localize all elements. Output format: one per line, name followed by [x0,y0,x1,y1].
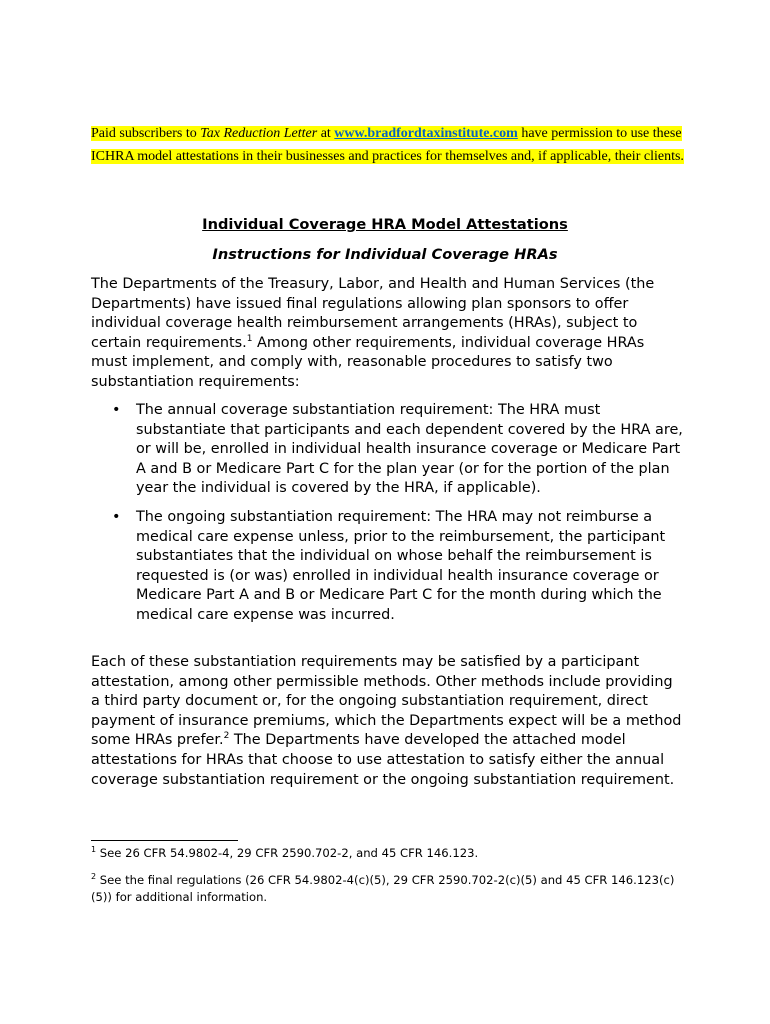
bullet-text: The ongoing substantiation requirement: The HRA may not reimburse a medical care expense unless, prior to the reimbursement, the participant substantiates that the individual on whose behalf the reimbursement is requested is (or was) enrolled in individual health insurance coverage or Medicare Part A and B or Medicare Part C for the month during which the medical care expense was incurred. [136,508,666,623]
publication-name: Tax Reduction Letter [200,126,318,141]
closing-text-before: Each of these substantiation requirements may be satisfied by a participant attestation, among other permissible methods. Other methods include providing a third party document or, for the ongoing substantiation requirement, direct payment of insurance premiums, which the Departments expect will be a method some HRAs prefer. [91,654,682,749]
website-link[interactable]: www.bradfordtaxinstitute.com [334,126,518,141]
footnote-1 [91,845,683,862]
list-item [91,401,691,499]
bullet-text: The annual coverage substantiation requirement: The HRA must substantiate that participants and each dependent covered by the HRA are, or will be, enrolled in individual health insurance coverage or Medicare Part A and B or Medicare Part C for the plan year (or for the portion of the plan year the individual is covered by the HRA, if applicable). [136,402,683,497]
footnote-divider [91,840,238,841]
footnote-number: 1 [91,845,97,855]
notice-text [91,126,684,164]
requirements-list [91,401,691,635]
footnote-text: See 26 CFR 54.9802-4, 29 CFR 2590.702-2, and 45 CFR 146.123. [96,846,479,860]
closing-text-after: The Departments have developed the attached model attestations for HRAs that choose to use attestation to satisfy either the annual coverage substantiation requirement or the ongoing substantiation requirement. [91,732,675,788]
footnote-ref-2[interactable]: 2 [223,731,230,742]
notice-part-1: Paid subscribers to [91,126,201,141]
footnote-number: 2 [91,872,97,882]
footnote-ref-1[interactable]: 1 [246,333,253,344]
footnote-2 [91,872,683,905]
list-item [91,508,691,626]
footnote-text: See the final regulations (26 CFR 54.9802-4(c)(5), 29 CFR 2590.702-2(c)(5) and 45 CFR 146.123(c)(5)) for additional information. [91,873,675,904]
document-title: Individual Coverage HRA Model Attestations [202,216,568,233]
intro-paragraph [91,275,683,393]
intro-text-before: The Departments of the Treasury, Labor, and Health and Human Services (the Departments) have issued final regulations allowing plan sponsors to offer individual coverage health reimbursement arrangements (HRAs), subject to certain requirements. [91,276,655,351]
bullet-icon: • [112,402,121,418]
document-subtitle: Instructions for Individual Coverage HRAs [212,246,558,263]
notice-part-3: have permission to use these ICHRA model attestations in their businesses and practices for themselves and, if applicable, their clients. [91,126,684,164]
bullet-icon: • [112,508,121,525]
intro-text-after: Among other requirements, individual coverage HRAs must implement, and comply with, reasonable procedures to satisfy two substantiation requirements: [91,334,645,390]
closing-paragraph [91,653,683,790]
permission-notice [91,123,691,168]
notice-part-2: at [317,126,335,141]
